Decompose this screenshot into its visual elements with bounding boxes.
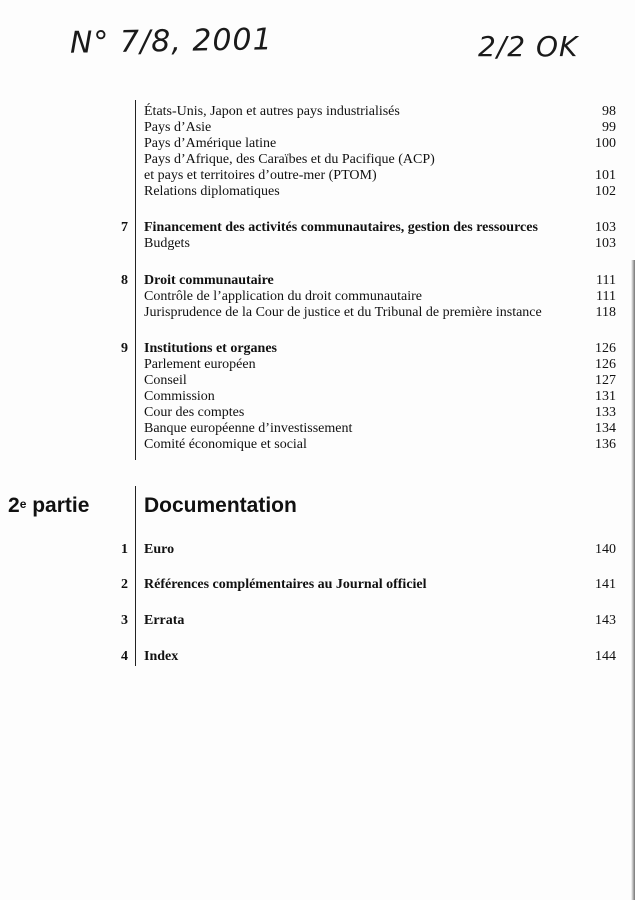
toc-entry xyxy=(144,373,616,389)
chapter-title: Financement des activités communautaires, gestion des ressources xyxy=(144,220,538,235)
toc-entry-title: Banque européenne d’investissement xyxy=(144,421,353,436)
toc-entry-page: 126 xyxy=(595,357,616,372)
toc-entry xyxy=(144,236,616,252)
chapter-number: 1 xyxy=(121,542,128,557)
toc-entry-page: 131 xyxy=(595,389,616,404)
toc-entry xyxy=(144,152,616,168)
toc-entry xyxy=(144,405,616,421)
part-label-suffix: e xyxy=(19,497,27,511)
toc-entry-title: Pays d’Amérique latine xyxy=(144,136,277,151)
toc-entry-title: Jurisprudence de la Cour de justice et du Tribunal de première instance xyxy=(144,305,542,320)
chapter-heading xyxy=(144,273,616,289)
toc-entry xyxy=(144,104,616,120)
toc-entry-title: Conseil xyxy=(144,373,187,388)
toc-entry-page: 101 xyxy=(595,168,616,183)
toc-entry xyxy=(144,389,616,405)
part-label-number: 2 xyxy=(8,494,20,517)
toc-entry xyxy=(144,437,616,453)
toc-entry xyxy=(144,184,616,200)
chapter-heading xyxy=(144,577,616,593)
toc-entry-page: 133 xyxy=(595,405,616,420)
chapter-title: Droit communautaire xyxy=(144,273,274,288)
chapter-number: 7 xyxy=(121,220,128,235)
chapter-page: 111 xyxy=(596,273,616,288)
chapter-page: 126 xyxy=(595,341,616,356)
chapter-heading xyxy=(144,220,616,236)
toc-entry xyxy=(144,289,616,305)
toc-entry-page: 111 xyxy=(596,289,616,304)
chapter-heading xyxy=(144,542,616,558)
chapter-title: Index xyxy=(144,649,179,664)
chapter-page: 103 xyxy=(595,220,616,235)
toc-vertical-rule-top xyxy=(135,100,136,460)
scan-edge-shadow xyxy=(631,260,635,900)
toc-entry-page: 118 xyxy=(595,305,616,320)
part-label-word: partie xyxy=(26,494,90,517)
toc-vertical-rule-bottom xyxy=(135,486,136,666)
handwritten-ok-note: 2/2 OK xyxy=(478,30,579,63)
part-title: Documentation xyxy=(144,494,297,517)
toc-entry-page: 102 xyxy=(595,184,616,199)
toc-entry-title: Pays d’Afrique, des Caraïbes et du Pacifique (ACP) xyxy=(144,152,435,167)
chapter-title: Références complémentaires au Journal officiel xyxy=(144,577,427,592)
toc-entry xyxy=(144,136,616,152)
part-label xyxy=(8,493,89,519)
handwritten-issue-note: N° 7/8, 2001 xyxy=(69,22,273,61)
toc-entry-page: 127 xyxy=(595,373,616,388)
chapter-page: 143 xyxy=(595,613,616,628)
toc-entry-title: Commission xyxy=(144,389,215,404)
toc-entry-title: Budgets xyxy=(144,236,190,251)
chapter-page: 144 xyxy=(595,649,616,664)
toc-entry-title: Comité économique et social xyxy=(144,437,307,452)
toc-entry xyxy=(144,305,616,321)
toc-entry xyxy=(144,120,616,136)
chapter-title: Euro xyxy=(144,542,175,557)
chapter-heading xyxy=(144,613,616,629)
toc-entry-title: Parlement européen xyxy=(144,357,256,372)
toc-entry-title: États-Unis, Japon et autres pays industrialisés xyxy=(144,104,400,119)
chapter-heading xyxy=(144,649,616,665)
chapter-number: 8 xyxy=(121,273,128,288)
chapter-title: Institutions et organes xyxy=(144,341,278,356)
chapter-number: 3 xyxy=(121,613,128,628)
toc-entry-page: 100 xyxy=(595,136,616,151)
chapter-heading xyxy=(144,341,616,357)
chapter-number: 4 xyxy=(121,649,128,664)
chapter-title: Errata xyxy=(144,613,185,628)
toc-entry-title: Pays d’Asie xyxy=(144,120,212,135)
toc-entry-page: 98 xyxy=(602,104,616,119)
toc-entry xyxy=(144,357,616,373)
chapter-page: 141 xyxy=(595,577,616,592)
toc-entry-page: 136 xyxy=(595,437,616,452)
toc-entry-title: Relations diplomatiques xyxy=(144,184,280,199)
toc-entry-title: et pays et territoires d’outre-mer (PTOM) xyxy=(144,168,377,183)
toc-entry-page: 99 xyxy=(602,120,616,135)
toc-entry-title: Contrôle de l’application du droit communautaire xyxy=(144,289,422,304)
toc-entry-page: 134 xyxy=(595,421,616,436)
chapter-number: 9 xyxy=(121,341,128,356)
chapter-number: 2 xyxy=(121,577,128,592)
toc-entry-title: Cour des comptes xyxy=(144,405,245,420)
toc-entry xyxy=(144,421,616,437)
toc-entry-page: 103 xyxy=(595,236,616,251)
chapter-page: 140 xyxy=(595,542,616,557)
toc-entry xyxy=(144,168,616,184)
